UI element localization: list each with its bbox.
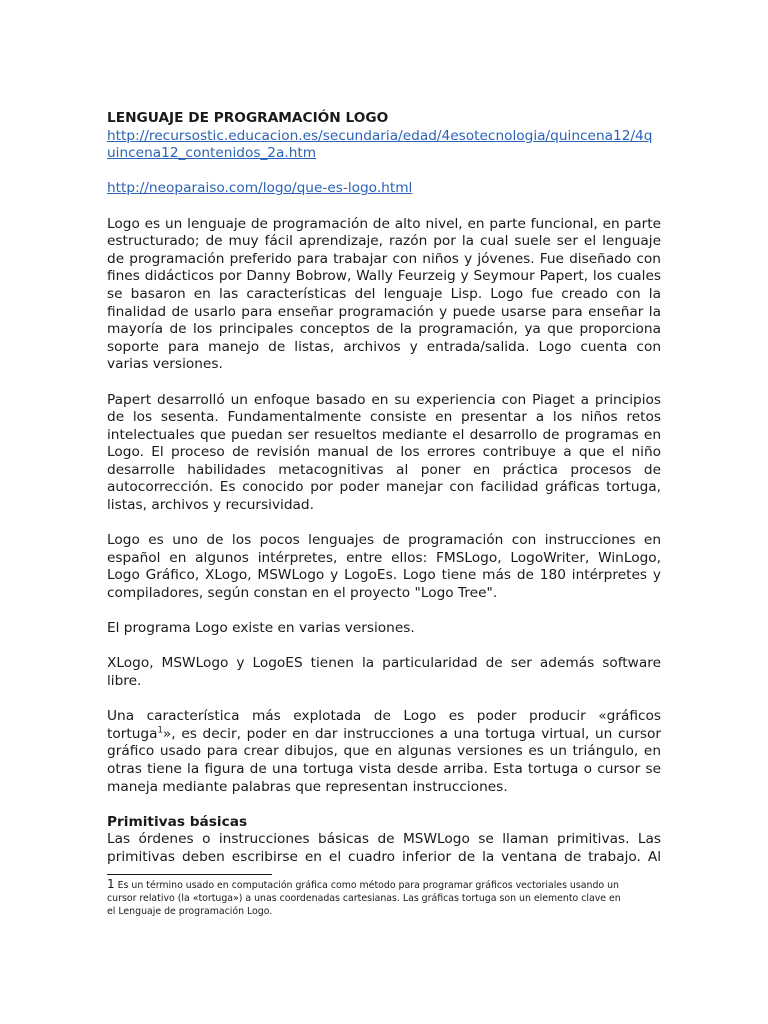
paragraph-7	[107, 831, 661, 866]
paragraph-line: XLogo, MSWLogo y LogoES tienen la particularidad de ser además software	[107, 655, 661, 672]
paragraph-line: Las órdenes o instrucciones básicas de MSWLogo se llaman primitivas. Las	[107, 831, 661, 848]
paragraph-line: El programa Logo existe en varias versiones.	[107, 620, 415, 637]
paragraph-line: Logo. El proceso de revisión manual de los errores contribuye a que el niño	[107, 444, 661, 461]
footnote-reference[interactable]: 1	[157, 725, 163, 736]
paragraph-line: fines didácticos por Danny Bobrow, Wally Feurzeig y Seymour Papert, los cuales	[107, 268, 661, 285]
section-heading-primitivas: Primitivas básicas	[107, 813, 248, 830]
paragraph-line: español en algunos intérpretes, entre ellos: FMSLogo, LogoWriter, WinLogo,	[107, 549, 661, 566]
paragraph-line: de programación preferido para trabajar con niños y jóvenes. Fue diseñado con	[107, 250, 661, 267]
document-body	[107, 110, 661, 867]
paragraph-line: libre.	[107, 673, 142, 689]
text-tortuga: tortuga	[107, 725, 158, 742]
paragraph-4	[107, 620, 661, 638]
paragraph-line: estructurado; de muy fácil aprendizaje, razón por la cual suele ser el lenguaje	[107, 233, 661, 250]
spacer	[107, 163, 661, 181]
paragraph-line: desarrolle habilidades metacognitivas al poner en práctica procesos de	[107, 461, 661, 478]
footnote-line: el Lenguaje de programación Logo.	[107, 906, 273, 918]
document-title: LENGUAJE DE PROGRAMACIÓN LOGO	[107, 110, 389, 126]
paragraph-line: otras tiene la figura de una tortuga vista desde arriba. Esta tortuga o cursor se	[107, 760, 661, 777]
paragraph-line: listas, archivos y recursividad.	[107, 497, 314, 514]
paragraph-line: soporte para manejo de listas, archivos y entrada/salida. Logo cuenta con	[107, 338, 661, 355]
paragraph-line: Logo Gráfico, XLogo, MSWLogo y LogoEs. Logo tiene más de 180 intérpretes y	[107, 567, 661, 584]
paragraph-2	[107, 392, 661, 515]
paragraph-line: de los sesenta. Fundamentalmente consiste en presentar a los niños retos	[107, 409, 661, 426]
spacer	[107, 198, 661, 216]
paragraph-line	[107, 726, 661, 744]
paragraph-line: primitivas deben escribirse en el cuadro inferior de la ventana de trabajo. Al	[107, 848, 661, 865]
paragraph-5	[107, 655, 661, 690]
paragraph-3	[107, 532, 661, 602]
paragraph-line: intelectuales que puedan ser resueltos mediante el desarrollo de programas en	[107, 426, 661, 443]
paragraph-line: se basaron en las características del lenguaje Lisp. Logo fue creado con la	[107, 285, 661, 302]
paragraph-line: Logo es un lenguaje de programación de alto nivel, en parte funcional, en parte	[107, 215, 661, 232]
paragraph-line: gráfico usado para crear dibujos, que en algunas versiones es un triángulo, en	[107, 743, 661, 760]
footnote-line	[107, 878, 661, 892]
footnote-number: 1	[107, 877, 115, 891]
link-recursostic-line2[interactable]: uincena12_contenidos_2a.htm	[107, 145, 317, 162]
footnote	[107, 878, 661, 919]
text-continuation: », es decir, poder en dar instrucciones a una tortuga virtual, un cursor	[162, 725, 661, 742]
paragraph-line: finalidad de usarlo para enseñar programación y puede usarse para enseñar la	[107, 303, 661, 320]
paragraph-line: maneja mediante palabras que representan instrucciones.	[107, 778, 508, 795]
paragraph-line: compiladores, según constan en el proyecto "Logo Tree".	[107, 585, 498, 602]
paragraph-line: varias versiones.	[107, 356, 223, 373]
link-recursostic-line1[interactable]: http://recursostic.educacion.es/secundaria/edad/4esotecnologia/quincena12/4q	[107, 127, 653, 144]
footnote-separator	[107, 874, 272, 875]
paragraph-line: Papert desarrolló un enfoque basado en su experiencia con Piaget a principios	[107, 391, 661, 408]
paragraph-line: Logo es uno de los pocos lenguajes de programación con instrucciones en	[107, 532, 661, 549]
paragraph-line: Una característica más explotada de Logo es poder producir «gráficos	[107, 708, 661, 725]
paragraph-line: mayoría de los principales conceptos de la programación, ya que proporciona	[107, 321, 661, 338]
link-neoparaiso[interactable]: http://neoparaiso.com/logo/que-es-logo.html	[107, 180, 413, 197]
footnote-line: cursor relativo (la «tortuga») a unas coordenadas cartesianas. Las gráficas tortuga son un elemento clave en	[107, 892, 621, 904]
footnote-text: Es un término usado en computación gráfica como método para programar gráficos vectoriales usando un	[114, 880, 619, 891]
paragraph-6	[107, 708, 661, 796]
paragraph-1	[107, 216, 661, 374]
paragraph-line: autocorrección. Es conocido por poder manejar con facilidad gráficas tortuga,	[107, 479, 661, 496]
